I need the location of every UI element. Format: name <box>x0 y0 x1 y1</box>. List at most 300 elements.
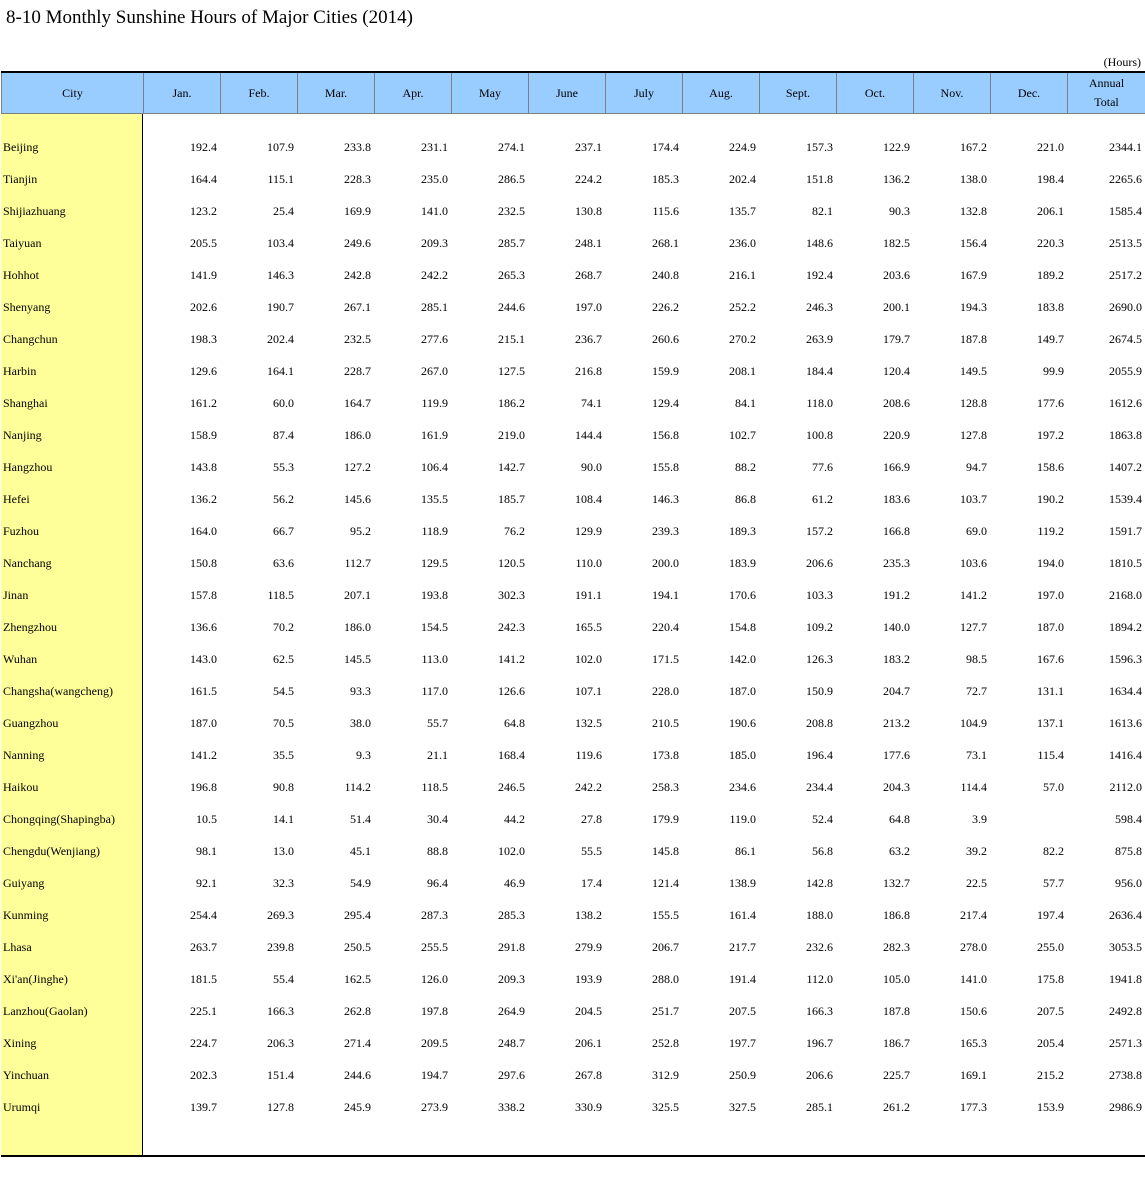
table-top-rule <box>1 71 1145 73</box>
month-value-cell: 197.8 <box>421 1003 448 1018</box>
month-value-cell: 127.7 <box>960 619 987 634</box>
month-value-cell: 220.9 <box>883 427 910 442</box>
month-value-cell: 246.3 <box>806 299 833 314</box>
city-name: Xining <box>3 1035 37 1050</box>
month-value-cell: 226.2 <box>652 299 679 314</box>
table-row <box>1 867 1145 899</box>
month-value-cell: 77.6 <box>812 459 833 474</box>
month-value-cell: 57.7 <box>1043 875 1064 890</box>
month-value-cell: 225.7 <box>883 1067 910 1082</box>
month-value-cell: 94.7 <box>966 459 987 474</box>
month-value-cell: 287.3 <box>421 907 448 922</box>
month-value-cell: 64.8 <box>889 811 910 826</box>
month-value-cell: 161.2 <box>190 395 217 410</box>
city-name: Kunming <box>3 907 49 922</box>
month-value-cell: 113.0 <box>421 651 448 666</box>
month-value-cell: 215.2 <box>1037 1067 1064 1082</box>
month-value-cell: 170.6 <box>729 587 756 602</box>
month-value-cell: 150.6 <box>960 1003 987 1018</box>
month-value-cell: 185.0 <box>729 747 756 762</box>
month-value-cell: 90.8 <box>273 779 294 794</box>
month-value-cell: 202.6 <box>190 299 217 314</box>
month-value-cell: 149.7 <box>1037 331 1064 346</box>
month-value-cell: 207.5 <box>1037 1003 1064 1018</box>
month-value-cell: 188.0 <box>806 907 833 922</box>
annual-total-cell: 3053.5 <box>1109 939 1142 954</box>
month-value-cell: 126.3 <box>806 651 833 666</box>
month-value-cell: 132.5 <box>575 715 602 730</box>
month-value-cell: 39.2 <box>966 843 987 858</box>
month-value-cell: 258.3 <box>652 779 679 794</box>
annual-total-cell: 2513.5 <box>1109 235 1142 250</box>
table-row <box>1 1059 1145 1091</box>
month-value-cell: 288.0 <box>652 971 679 986</box>
month-value-cell: 186.0 <box>344 427 371 442</box>
month-value-cell: 73.1 <box>966 747 987 762</box>
month-value-cell: 151.4 <box>267 1067 294 1082</box>
city-name: Chongqing(Shapingba) <box>3 811 115 826</box>
month-value-cell: 14.1 <box>273 811 294 826</box>
annual-total-cell: 956.0 <box>1115 875 1142 890</box>
month-value-cell: 106.4 <box>421 459 448 474</box>
month-value-cell: 66.7 <box>273 523 294 538</box>
month-value-cell: 122.9 <box>883 139 910 154</box>
month-value-cell: 13.0 <box>273 843 294 858</box>
month-value-cell: 110.0 <box>575 555 602 570</box>
month-value-cell: 184.4 <box>806 363 833 378</box>
month-value-cell: 119.9 <box>421 395 448 410</box>
month-value-cell: 224.9 <box>729 139 756 154</box>
table-row <box>1 739 1145 771</box>
table-row <box>1 163 1145 195</box>
month-value-cell: 22.5 <box>966 875 987 890</box>
month-value-cell: 200.1 <box>883 299 910 314</box>
month-value-cell: 158.6 <box>1037 459 1064 474</box>
month-value-cell: 157.2 <box>806 523 833 538</box>
month-value-cell: 115.6 <box>652 203 679 218</box>
month-value-cell: 157.3 <box>806 139 833 154</box>
month-value-cell: 76.2 <box>504 523 525 538</box>
header-annual-total <box>1068 72 1145 114</box>
month-value-cell: 197.0 <box>575 299 602 314</box>
month-value-cell: 141.9 <box>190 267 217 282</box>
month-value-cell: 183.6 <box>883 491 910 506</box>
month-value-cell: 213.2 <box>883 715 910 730</box>
annual-total-cell: 875.8 <box>1115 843 1142 858</box>
month-value-cell: 248.7 <box>498 1035 525 1050</box>
month-value-cell: 118.5 <box>267 587 294 602</box>
month-value-cell: 197.4 <box>1037 907 1064 922</box>
month-value-cell: 187.0 <box>729 683 756 698</box>
annual-total-cell: 2690.0 <box>1109 299 1142 314</box>
table-row <box>1 195 1145 227</box>
month-value-cell: 242.2 <box>575 779 602 794</box>
month-value-cell: 52.4 <box>812 811 833 826</box>
month-value-cell: 245.9 <box>344 1099 371 1114</box>
header-month: May <box>452 72 529 114</box>
annual-total-cell: 2168.0 <box>1109 587 1142 602</box>
month-value-cell: 255.0 <box>1037 939 1064 954</box>
month-value-cell: 198.4 <box>1037 171 1064 186</box>
month-value-cell: 112.7 <box>344 555 371 570</box>
month-value-cell: 183.8 <box>1037 299 1064 314</box>
month-value-cell: 128.8 <box>960 395 987 410</box>
city-name: Shijiazhuang <box>3 203 66 218</box>
month-value-cell: 250.9 <box>729 1067 756 1082</box>
month-value-cell: 282.3 <box>883 939 910 954</box>
month-value-cell: 150.8 <box>190 555 217 570</box>
annual-total-cell: 598.4 <box>1115 811 1142 826</box>
month-value-cell: 55.3 <box>273 459 294 474</box>
month-value-cell: 270.2 <box>729 331 756 346</box>
month-value-cell: 141.2 <box>960 587 987 602</box>
month-value-cell: 132.8 <box>960 203 987 218</box>
month-value-cell: 114.4 <box>960 779 987 794</box>
month-value-cell: 177.6 <box>1037 395 1064 410</box>
annual-total-cell: 2986.9 <box>1109 1099 1142 1114</box>
month-value-cell: 267.0 <box>421 363 448 378</box>
month-value-cell: 135.7 <box>729 203 756 218</box>
month-value-cell: 267.1 <box>344 299 371 314</box>
month-value-cell: 185.7 <box>498 491 525 506</box>
annual-total-cell: 2112.0 <box>1109 779 1142 794</box>
month-value-cell: 118.5 <box>421 779 448 794</box>
month-value-cell: 17.4 <box>581 875 602 890</box>
month-value-cell: 197.2 <box>1037 427 1064 442</box>
city-name: Hohhot <box>3 267 39 282</box>
month-value-cell: 191.2 <box>883 587 910 602</box>
month-value-cell: 25.4 <box>273 203 294 218</box>
annual-total-cell: 1894.2 <box>1109 619 1142 634</box>
annual-total-cell: 2492.8 <box>1109 1003 1142 1018</box>
month-value-cell: 119.6 <box>575 747 602 762</box>
month-value-cell: 206.6 <box>806 1067 833 1082</box>
month-value-cell: 102.0 <box>498 843 525 858</box>
month-value-cell: 155.5 <box>652 907 679 922</box>
annual-total-cell: 1941.8 <box>1109 971 1142 986</box>
month-value-cell: 209.3 <box>421 235 448 250</box>
table-row <box>1 291 1145 323</box>
month-value-cell: 118.0 <box>806 395 833 410</box>
month-value-cell: 120.5 <box>498 555 525 570</box>
month-value-cell: 70.5 <box>273 715 294 730</box>
table-row <box>1 611 1145 643</box>
month-value-cell: 171.5 <box>652 651 679 666</box>
month-value-cell: 174.4 <box>652 139 679 154</box>
month-value-cell: 252.2 <box>729 299 756 314</box>
month-value-cell: 271.4 <box>344 1035 371 1050</box>
month-value-cell: 166.3 <box>806 1003 833 1018</box>
month-value-cell: 35.5 <box>273 747 294 762</box>
month-value-cell: 164.7 <box>344 395 371 410</box>
month-value-cell: 151.8 <box>806 171 833 186</box>
month-value-cell: 297.6 <box>498 1067 525 1082</box>
month-value-cell: 194.1 <box>652 587 679 602</box>
month-value-cell: 187.8 <box>883 1003 910 1018</box>
month-value-cell: 138.9 <box>729 875 756 890</box>
month-value-cell: 208.6 <box>883 395 910 410</box>
month-value-cell: 118.9 <box>421 523 448 538</box>
month-value-cell: 187.8 <box>960 331 987 346</box>
month-value-cell: 161.5 <box>190 683 217 698</box>
month-value-cell: 264.9 <box>498 1003 525 1018</box>
header-annual-line2: Total <box>1094 95 1119 109</box>
month-value-cell: 246.5 <box>498 779 525 794</box>
month-value-cell: 196.8 <box>190 779 217 794</box>
annual-total-cell: 1416.4 <box>1109 747 1142 762</box>
annual-total-cell: 2517.2 <box>1109 267 1142 282</box>
month-value-cell: 197.7 <box>729 1035 756 1050</box>
header-month: Sept. <box>760 72 837 114</box>
month-value-cell: 220.3 <box>1037 235 1064 250</box>
annual-total-cell: 1539.4 <box>1109 491 1142 506</box>
city-name: Nanchang <box>3 555 52 570</box>
header-month: Nov. <box>914 72 991 114</box>
month-value-cell: 130.8 <box>575 203 602 218</box>
month-value-cell: 132.7 <box>883 875 910 890</box>
month-value-cell: 114.2 <box>344 779 371 794</box>
table-row <box>1 899 1145 931</box>
month-value-cell: 202.3 <box>190 1067 217 1082</box>
table-row <box>1 931 1145 963</box>
month-value-cell: 30.4 <box>427 811 448 826</box>
month-value-cell: 54.9 <box>350 875 371 890</box>
month-value-cell: 154.5 <box>421 619 448 634</box>
annual-total-cell: 1863.8 <box>1109 427 1142 442</box>
month-value-cell: 38.0 <box>350 715 371 730</box>
annual-total-cell: 2636.4 <box>1109 907 1142 922</box>
header-city: City <box>2 72 144 114</box>
month-value-cell: 228.7 <box>344 363 371 378</box>
month-value-cell: 204.5 <box>575 1003 602 1018</box>
month-value-cell: 51.4 <box>350 811 371 826</box>
month-value-cell: 182.5 <box>883 235 910 250</box>
annual-total-cell: 2738.8 <box>1109 1067 1142 1082</box>
month-value-cell: 156.4 <box>960 235 987 250</box>
month-value-cell: 252.8 <box>652 1035 679 1050</box>
month-value-cell: 239.8 <box>267 939 294 954</box>
month-value-cell: 88.2 <box>735 459 756 474</box>
month-value-cell: 244.6 <box>498 299 525 314</box>
month-value-cell: 145.5 <box>344 651 371 666</box>
month-value-cell: 224.2 <box>575 171 602 186</box>
month-value-cell: 204.7 <box>883 683 910 698</box>
month-value-cell: 186.2 <box>498 395 525 410</box>
month-value-cell: 277.6 <box>421 331 448 346</box>
annual-total-cell: 1634.4 <box>1109 683 1142 698</box>
month-value-cell: 186.8 <box>883 907 910 922</box>
month-value-cell: 168.4 <box>498 747 525 762</box>
city-name: Chengdu(Wenjiang) <box>3 843 101 858</box>
month-value-cell: 69.0 <box>966 523 987 538</box>
city-name: Tianjin <box>3 171 38 186</box>
month-value-cell: 254.4 <box>190 907 217 922</box>
month-value-cell: 236.7 <box>575 331 602 346</box>
month-value-cell: 228.0 <box>652 683 679 698</box>
month-value-cell: 102.7 <box>729 427 756 442</box>
month-value-cell: 250.5 <box>344 939 371 954</box>
month-value-cell: 179.7 <box>883 331 910 346</box>
month-value-cell: 55.5 <box>581 843 602 858</box>
table-header <box>1 71 1145 114</box>
month-value-cell: 190.6 <box>729 715 756 730</box>
month-value-cell: 235.0 <box>421 171 448 186</box>
month-value-cell: 200.0 <box>652 555 679 570</box>
annual-total-cell: 2674.5 <box>1109 331 1142 346</box>
month-value-cell: 87.4 <box>273 427 294 442</box>
month-value-cell: 197.0 <box>1037 587 1064 602</box>
month-value-cell: 153.9 <box>1037 1099 1064 1114</box>
month-value-cell: 190.2 <box>1037 491 1064 506</box>
month-value-cell: 330.9 <box>575 1099 602 1114</box>
month-value-cell: 167.6 <box>1037 651 1064 666</box>
header-month: Feb. <box>221 72 298 114</box>
month-value-cell: 204.3 <box>883 779 910 794</box>
month-value-cell: 177.6 <box>883 747 910 762</box>
month-value-cell: 104.9 <box>960 715 987 730</box>
table-row <box>1 387 1145 419</box>
table-row <box>1 547 1145 579</box>
unit-label: (Hours) <box>1103 55 1141 69</box>
month-value-cell: 165.3 <box>960 1035 987 1050</box>
page-title: 8-10 Monthly Sunshine Hours of Major Cities (2014) <box>6 7 413 28</box>
month-value-cell: 228.3 <box>344 171 371 186</box>
month-value-cell: 72.7 <box>966 683 987 698</box>
month-value-cell: 202.4 <box>729 171 756 186</box>
annual-total-cell: 1407.2 <box>1109 459 1142 474</box>
month-value-cell: 135.5 <box>421 491 448 506</box>
month-value-cell: 27.8 <box>581 811 602 826</box>
month-value-cell: 224.7 <box>190 1035 217 1050</box>
month-value-cell: 156.8 <box>652 427 679 442</box>
month-value-cell: 327.5 <box>729 1099 756 1114</box>
month-value-cell: 142.0 <box>729 651 756 666</box>
month-value-cell: 127.5 <box>498 363 525 378</box>
month-value-cell: 150.9 <box>806 683 833 698</box>
table-row <box>1 1091 1145 1123</box>
month-value-cell: 268.1 <box>652 235 679 250</box>
month-value-cell: 145.6 <box>344 491 371 506</box>
table-row <box>1 131 1145 163</box>
month-value-cell: 186.7 <box>883 1035 910 1050</box>
month-value-cell: 129.5 <box>421 555 448 570</box>
city-name: Fuzhou <box>3 523 39 538</box>
month-value-cell: 141.0 <box>960 971 987 986</box>
month-value-cell: 263.7 <box>190 939 217 954</box>
table-row <box>1 707 1145 739</box>
month-value-cell: 225.1 <box>190 1003 217 1018</box>
month-value-cell: 206.3 <box>267 1035 294 1050</box>
month-value-cell: 119.0 <box>729 811 756 826</box>
month-value-cell: 325.5 <box>652 1099 679 1114</box>
month-value-cell: 121.4 <box>652 875 679 890</box>
month-value-cell: 86.8 <box>735 491 756 506</box>
month-value-cell: 183.9 <box>729 555 756 570</box>
month-value-cell: 56.2 <box>273 491 294 506</box>
city-name: Shanghai <box>3 395 48 410</box>
month-value-cell: 242.3 <box>498 619 525 634</box>
month-value-cell: 9.3 <box>356 747 371 762</box>
month-value-cell: 32.3 <box>273 875 294 890</box>
city-name: Yinchuan <box>3 1067 49 1082</box>
city-name: Hefei <box>3 491 30 506</box>
month-value-cell: 54.5 <box>273 683 294 698</box>
month-value-cell: 198.3 <box>190 331 217 346</box>
month-value-cell: 10.5 <box>196 811 217 826</box>
city-name: Wuhan <box>3 651 38 666</box>
month-value-cell: 165.5 <box>575 619 602 634</box>
table-row <box>1 227 1145 259</box>
month-value-cell: 206.1 <box>1037 203 1064 218</box>
header-month: Oct. <box>837 72 914 114</box>
month-value-cell: 55.4 <box>273 971 294 986</box>
month-value-cell: 3.9 <box>972 811 987 826</box>
month-value-cell: 138.2 <box>575 907 602 922</box>
month-value-cell: 136.2 <box>190 491 217 506</box>
month-value-cell: 215.1 <box>498 331 525 346</box>
month-value-cell: 185.3 <box>652 171 679 186</box>
month-value-cell: 115.1 <box>267 171 294 186</box>
month-value-cell: 260.6 <box>652 331 679 346</box>
month-value-cell: 155.8 <box>652 459 679 474</box>
month-value-cell: 217.7 <box>729 939 756 954</box>
month-value-cell: 191.1 <box>575 587 602 602</box>
month-value-cell: 169.1 <box>960 1067 987 1082</box>
annual-total-cell: 2055.9 <box>1109 363 1142 378</box>
month-value-cell: 86.1 <box>735 843 756 858</box>
month-value-cell: 103.6 <box>960 555 987 570</box>
month-value-cell: 216.8 <box>575 363 602 378</box>
month-value-cell: 161.9 <box>421 427 448 442</box>
month-value-cell: 149.5 <box>960 363 987 378</box>
month-value-cell: 136.2 <box>883 171 910 186</box>
month-value-cell: 207.1 <box>344 587 371 602</box>
month-value-cell: 234.6 <box>729 779 756 794</box>
city-name: Jinan <box>3 587 29 602</box>
month-value-cell: 140.0 <box>883 619 910 634</box>
month-value-cell: 232.5 <box>344 331 371 346</box>
month-value-cell: 194.7 <box>421 1067 448 1082</box>
month-value-cell: 186.0 <box>344 619 371 634</box>
month-value-cell: 141.0 <box>421 203 448 218</box>
table-row <box>1 1027 1145 1059</box>
header-month: Dec. <box>991 72 1068 114</box>
table-row <box>1 355 1145 387</box>
month-value-cell: 196.4 <box>806 747 833 762</box>
month-value-cell: 220.4 <box>652 619 679 634</box>
month-value-cell: 312.9 <box>652 1067 679 1082</box>
month-value-cell: 255.5 <box>421 939 448 954</box>
month-value-cell: 164.0 <box>190 523 217 538</box>
month-value-cell: 206.1 <box>575 1035 602 1050</box>
month-value-cell: 187.0 <box>1037 619 1064 634</box>
city-name: Guiyang <box>3 875 45 890</box>
month-value-cell: 203.6 <box>883 267 910 282</box>
month-value-cell: 232.6 <box>806 939 833 954</box>
month-value-cell: 166.9 <box>883 459 910 474</box>
month-value-cell: 115.4 <box>1037 747 1064 762</box>
month-value-cell: 202.4 <box>267 331 294 346</box>
city-name: Xi'an(Jinghe) <box>3 971 68 986</box>
city-name: Guangzhou <box>3 715 59 730</box>
month-value-cell: 100.8 <box>806 427 833 442</box>
month-value-cell: 286.5 <box>498 171 525 186</box>
month-value-cell: 93.3 <box>350 683 371 698</box>
month-value-cell: 173.8 <box>652 747 679 762</box>
month-value-cell: 154.8 <box>729 619 756 634</box>
month-value-cell: 70.2 <box>273 619 294 634</box>
month-value-cell: 148.6 <box>806 235 833 250</box>
